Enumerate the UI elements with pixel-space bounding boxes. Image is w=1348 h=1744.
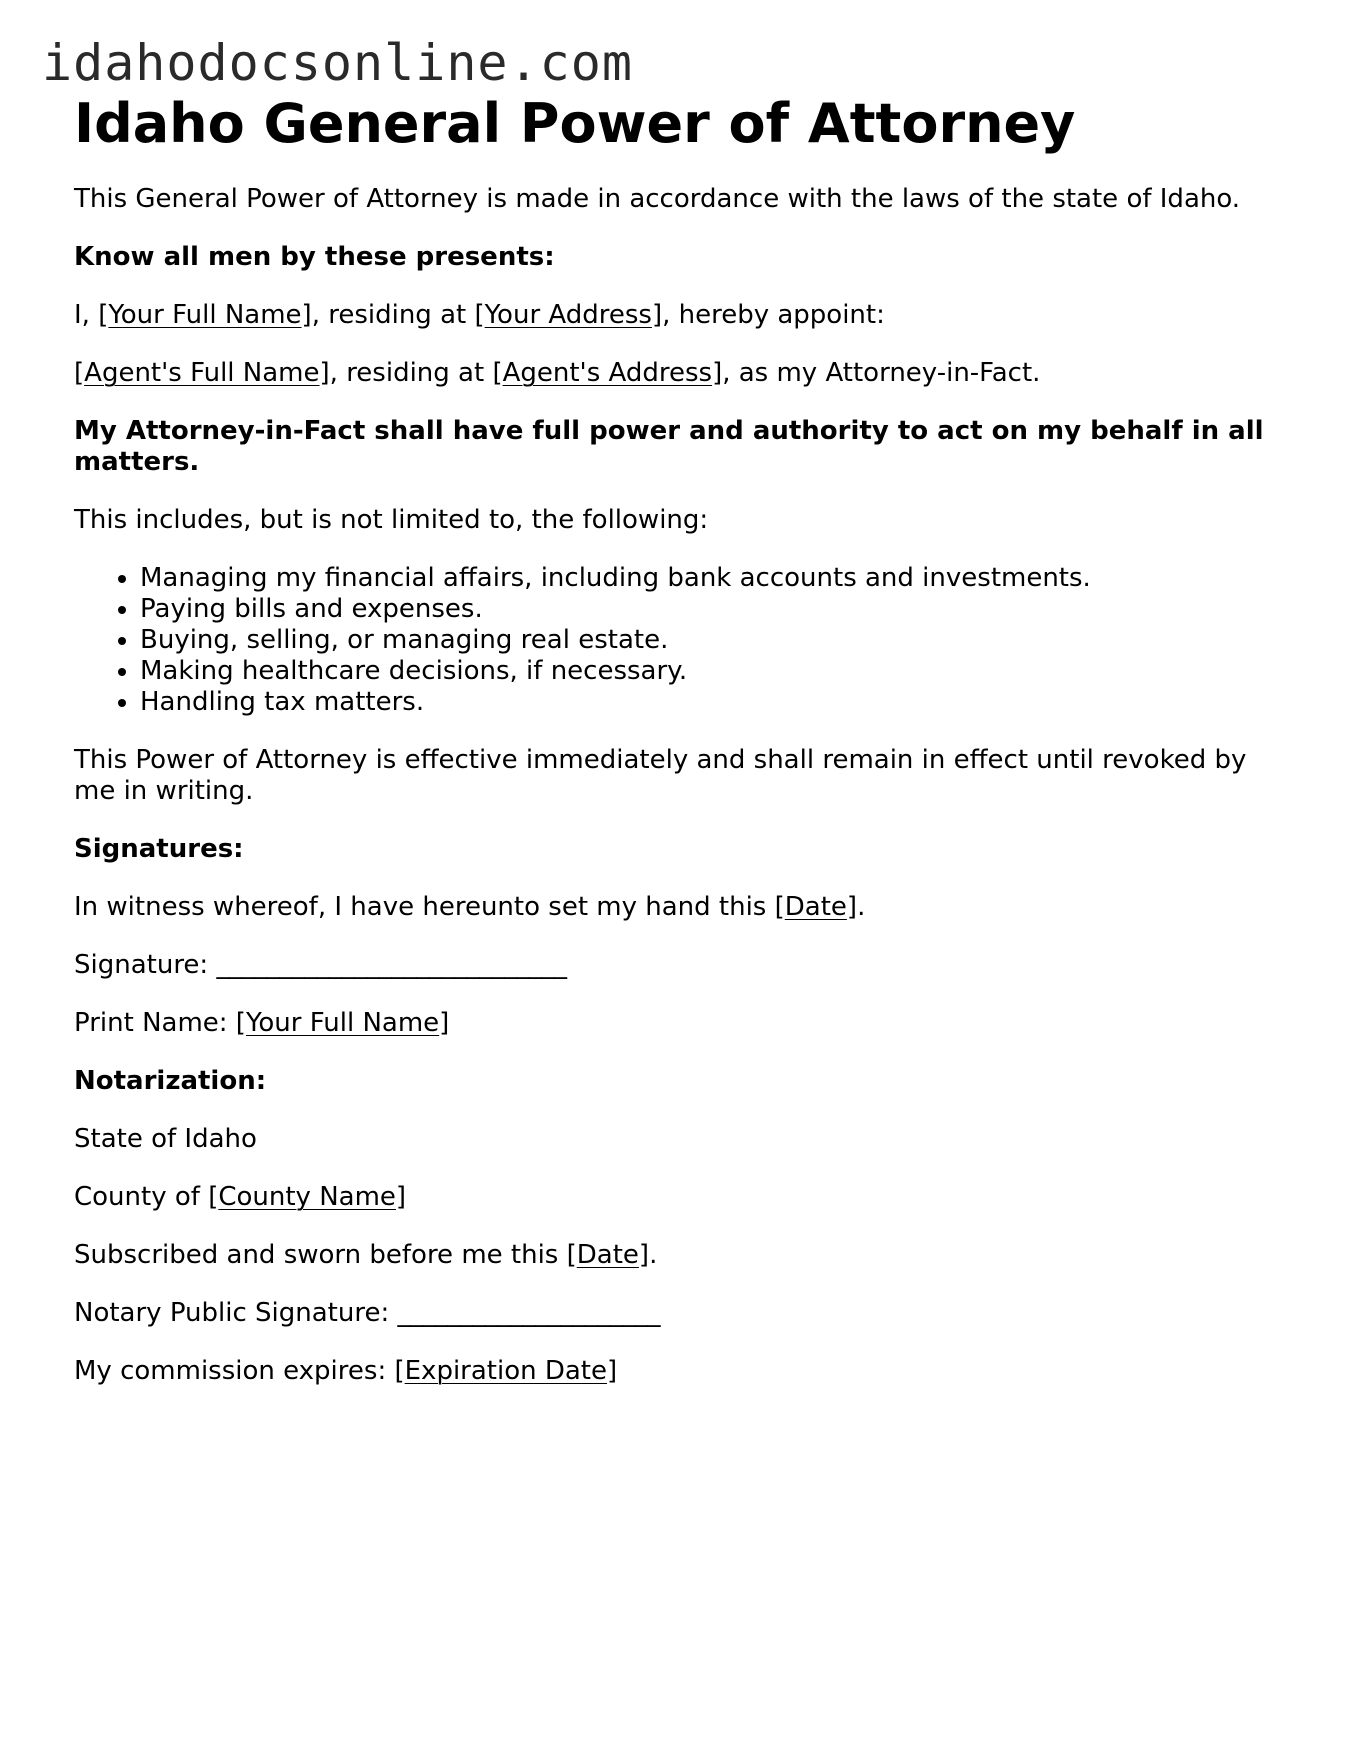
signature-field[interactable]: ____________________________ xyxy=(216,950,567,980)
notarization-heading: Notarization: xyxy=(74,1066,267,1096)
document-body xyxy=(74,92,1274,1414)
witness-date-field[interactable]: Date xyxy=(784,892,847,922)
agent-name-field[interactable]: Agent's Full Name xyxy=(84,358,320,388)
notary-signature-field[interactable]: _____________________ xyxy=(397,1298,660,1328)
appointment-suffix: ], hereby appoint: xyxy=(651,300,885,330)
list-item: • Buying, selling, or managing real estate. xyxy=(140,625,1274,656)
agent-address-field[interactable]: Agent's Address xyxy=(502,358,713,388)
list-item: • Managing my financial affairs, including bank accounts and investments. xyxy=(140,563,1274,594)
agent-mid: ], residing at [ xyxy=(319,358,503,388)
county-name-field[interactable]: County Name xyxy=(218,1182,396,1212)
commission-prefix: My commission expires: [ xyxy=(74,1356,405,1386)
county-suffix: ] xyxy=(395,1182,407,1212)
list-item: • Making healthcare decisions, if necessary. xyxy=(140,656,1274,687)
commission-line xyxy=(74,1356,1274,1387)
principal-name-field[interactable]: Your Full Name xyxy=(108,300,302,330)
signatures-heading: Signatures: xyxy=(74,834,244,864)
print-name-prefix: Print Name: [ xyxy=(74,1008,246,1038)
appointment-mid: ], residing at [ xyxy=(301,300,485,330)
agent-prefix: [ xyxy=(74,358,85,388)
county-prefix: County of [ xyxy=(74,1182,219,1212)
document-title: Idaho General Power of Attorney xyxy=(74,92,1076,155)
signature-line xyxy=(74,950,1274,981)
know-all-heading: Know all men by these presents: xyxy=(74,242,555,272)
print-name-line xyxy=(74,1008,1274,1039)
list-item: • Handling tax matters. xyxy=(140,687,1274,718)
authority-statement: My Attorney-in-Fact shall have full power and authority to act on my behalf in all matters. xyxy=(74,416,1264,477)
sworn-line xyxy=(74,1240,1274,1271)
county-line xyxy=(74,1182,1274,1213)
intro-paragraph: This General Power of Attorney is made in accordance with the laws of the state of Idaho. xyxy=(74,184,1241,214)
notary-signature-line xyxy=(74,1298,1274,1329)
commission-suffix: ] xyxy=(607,1356,618,1386)
effective-paragraph: This Power of Attorney is effective immediately and shall remain in effect until revoked by me in writing. xyxy=(74,745,1247,806)
print-name-suffix: ] xyxy=(439,1008,450,1038)
includes-paragraph: This includes, but is not limited to, the following: xyxy=(74,505,709,535)
principal-address-field[interactable]: Your Address xyxy=(484,300,652,330)
agent-suffix: ], as my Attorney-in-Fact. xyxy=(712,358,1041,388)
state-line: State of Idaho xyxy=(74,1124,257,1154)
expiration-date-field[interactable]: Expiration Date xyxy=(404,1356,608,1386)
sworn-suffix: ]. xyxy=(638,1240,658,1270)
signature-label: Signature: xyxy=(74,950,217,980)
print-name-field[interactable]: Your Full Name xyxy=(245,1008,440,1038)
principal-appointment xyxy=(74,300,1274,331)
notary-signature-label: Notary Public Signature: xyxy=(74,1298,398,1328)
list-item: • Paying bills and expenses. xyxy=(140,594,1274,625)
sworn-prefix: Subscribed and sworn before me this [ xyxy=(74,1240,577,1270)
witness-line xyxy=(74,892,1274,923)
witness-suffix: ]. xyxy=(846,892,866,922)
site-watermark: idahodocsonline.com xyxy=(42,34,633,92)
agent-appointment xyxy=(74,358,1274,389)
appointment-prefix: I, [ xyxy=(74,300,109,330)
witness-prefix: In witness whereof, I have hereunto set my hand this [ xyxy=(74,892,785,922)
sworn-date-field[interactable]: Date xyxy=(576,1240,639,1270)
powers-list xyxy=(74,563,1274,718)
